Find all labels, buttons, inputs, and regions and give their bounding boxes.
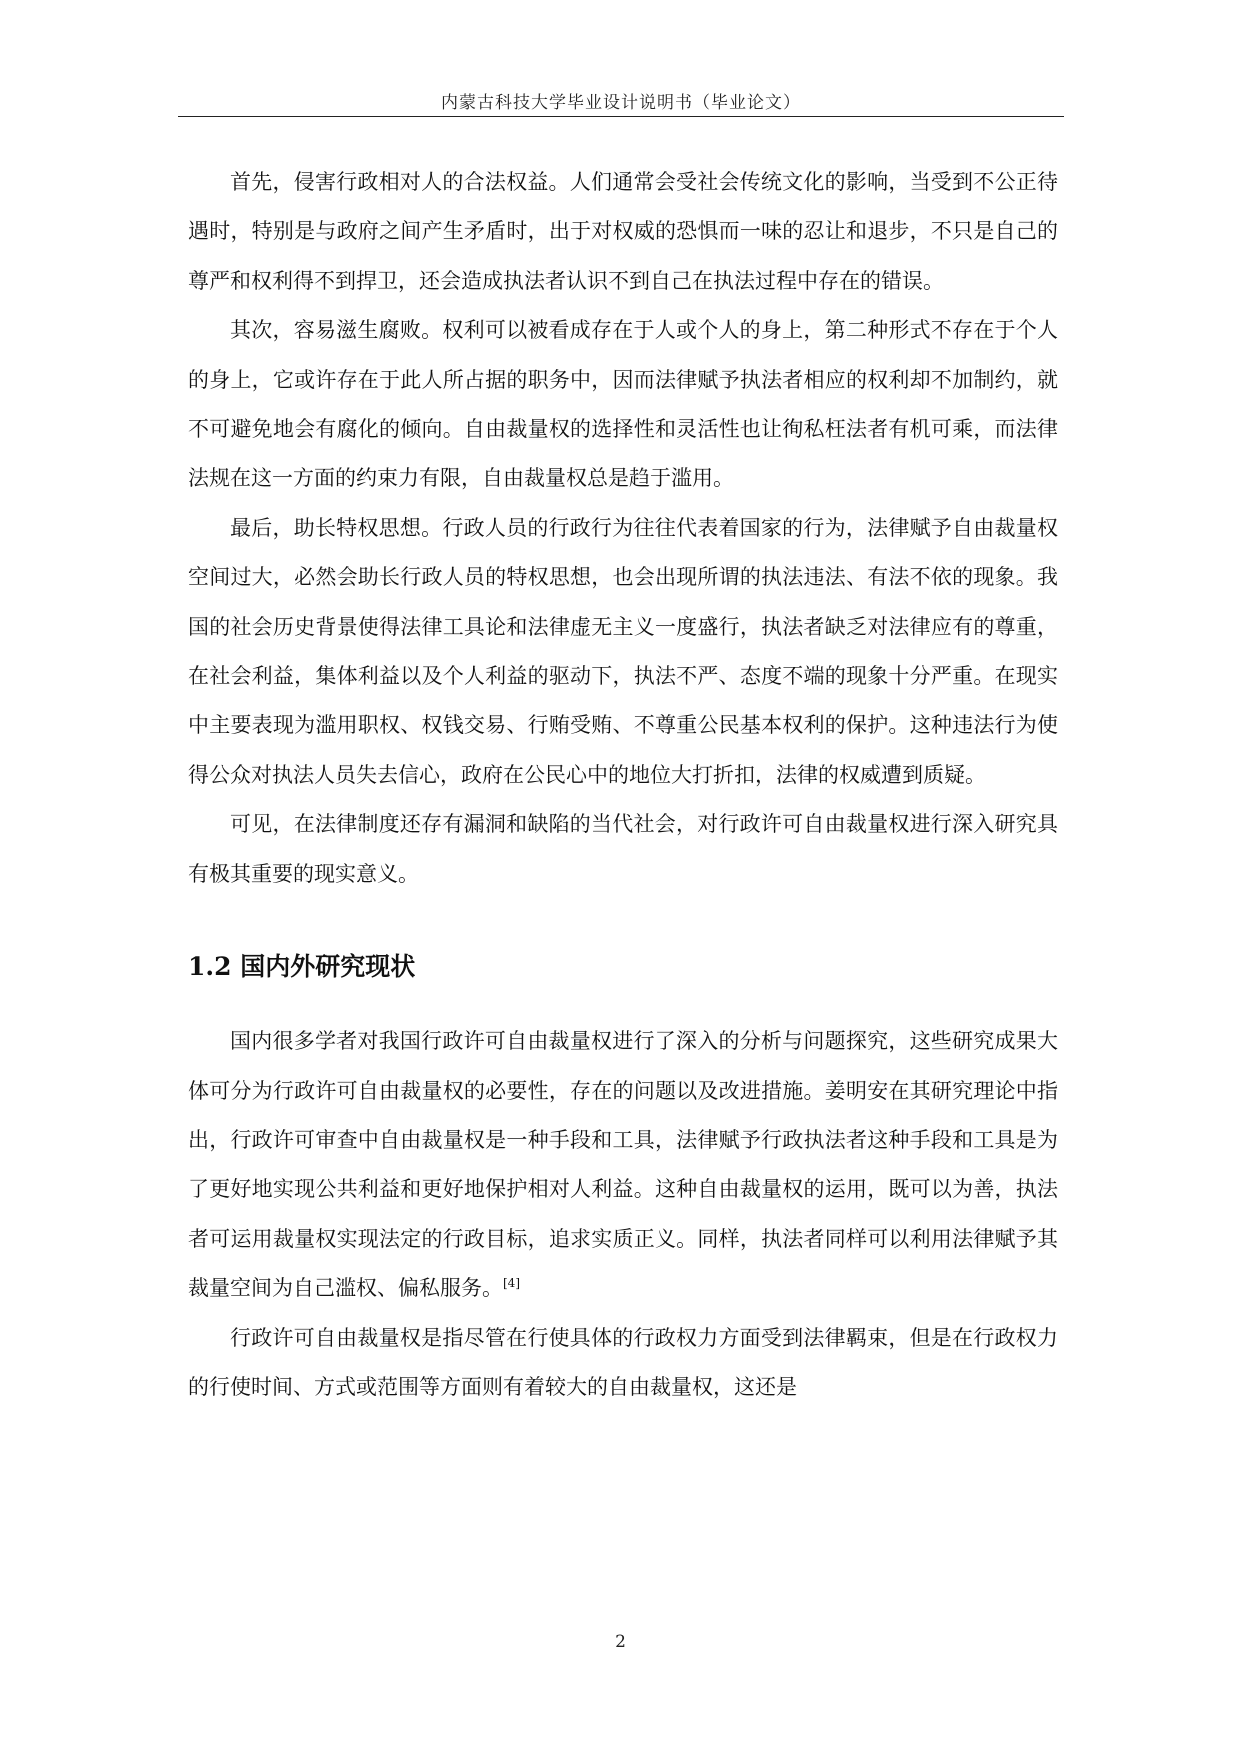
- section-heading: 1.2 国内外研究现状: [188, 952, 416, 982]
- paragraph-text: 国内很多学者对我国行政许可自由裁量权进行了深入的分析与问题探究，这些研究成果大体可分为行政许可自由裁量权的必要性，存在的问题以及改进措施。姜明安在其研究理论中指出，行政许可审查中自由裁量权是一种手段和工具，法律赋予行政执法者这种手段和工具是为了更好地实现公共利益和更好地保护相对人利益。这种自由裁量权的运用，既可以为善，执法者可运用裁量权实现法定的行政目标，追求实质正义。同样，执法者同样可以利用法律赋予其裁量空间为自己滥权、偏私服务。: [188, 1029, 1058, 1301]
- paragraph: 行政许可自由裁量权是指尽管在行使具体的行政权力方面受到法律羁束，但是在行政权力的行使时间、方式或范围等方面则有着较大的自由裁量权，这还是: [188, 1325, 1058, 1399]
- header-rule: [178, 116, 1064, 117]
- paragraph: 最后，助长特权思想。行政人员的行政行为往往代表着国家的行为，法律赋予自由裁量权空间过大，必然会助长行政人员的特权思想，也会出现所谓的执法违法、有法不依的现象。我国的社会历史背景使得法律工具论和法律虚无主义一度盛行，执法者缺乏对法律应有的尊重，在社会利益，集体利益以及个人利益的驱动下，执法不严、态度不端的现象十分严重。在现实中主要表现为滥用职权、权钱交易、行贿受贿、不尊重公民基本权利的保护。这种违法行为使得公众对执法人员失去信心，政府在公民心中的地位大打折扣，法律的权威遭到质疑。: [188, 515, 1058, 787]
- paragraph: [188, 1017, 1058, 1313]
- running-header: 内蒙古科技大学毕业设计说明书（毕业论文）: [441, 93, 801, 113]
- citation-marker: [4]: [503, 1276, 520, 1291]
- paragraph: 首先，侵害行政相对人的合法权益。人们通常会受社会传统文化的影响，当受到不公正待遇时，特别是与政府之间产生矛盾时，出于对权威的恐惧而一味的忍让和退步，不只是自己的尊严和权利得不到捍卫，还会造成执法者认识不到自己在执法过程中存在的错误。: [188, 170, 1058, 293]
- page-number: 2: [615, 1632, 626, 1652]
- body-text: [188, 158, 1058, 1412]
- paragraph: 其次，容易滋生腐败。权利可以被看成存在于人或个人的身上，第二种形式不存在于个人的身上，它或许存在于此人所占据的职务中，因而法律赋予执法者相应的权利却不加制约，就不可避免地会有腐化的倾向。自由裁量权的选择性和灵活性也让徇私枉法者有机可乘，而法律法规在这一方面的约束力有限，自由裁量权总是趋于滥用。: [188, 318, 1058, 491]
- paragraph: 可见，在法律制度还存有漏洞和缺陷的当代社会，对行政许可自由裁量权进行深入研究具有极其重要的现实意义。: [188, 812, 1058, 886]
